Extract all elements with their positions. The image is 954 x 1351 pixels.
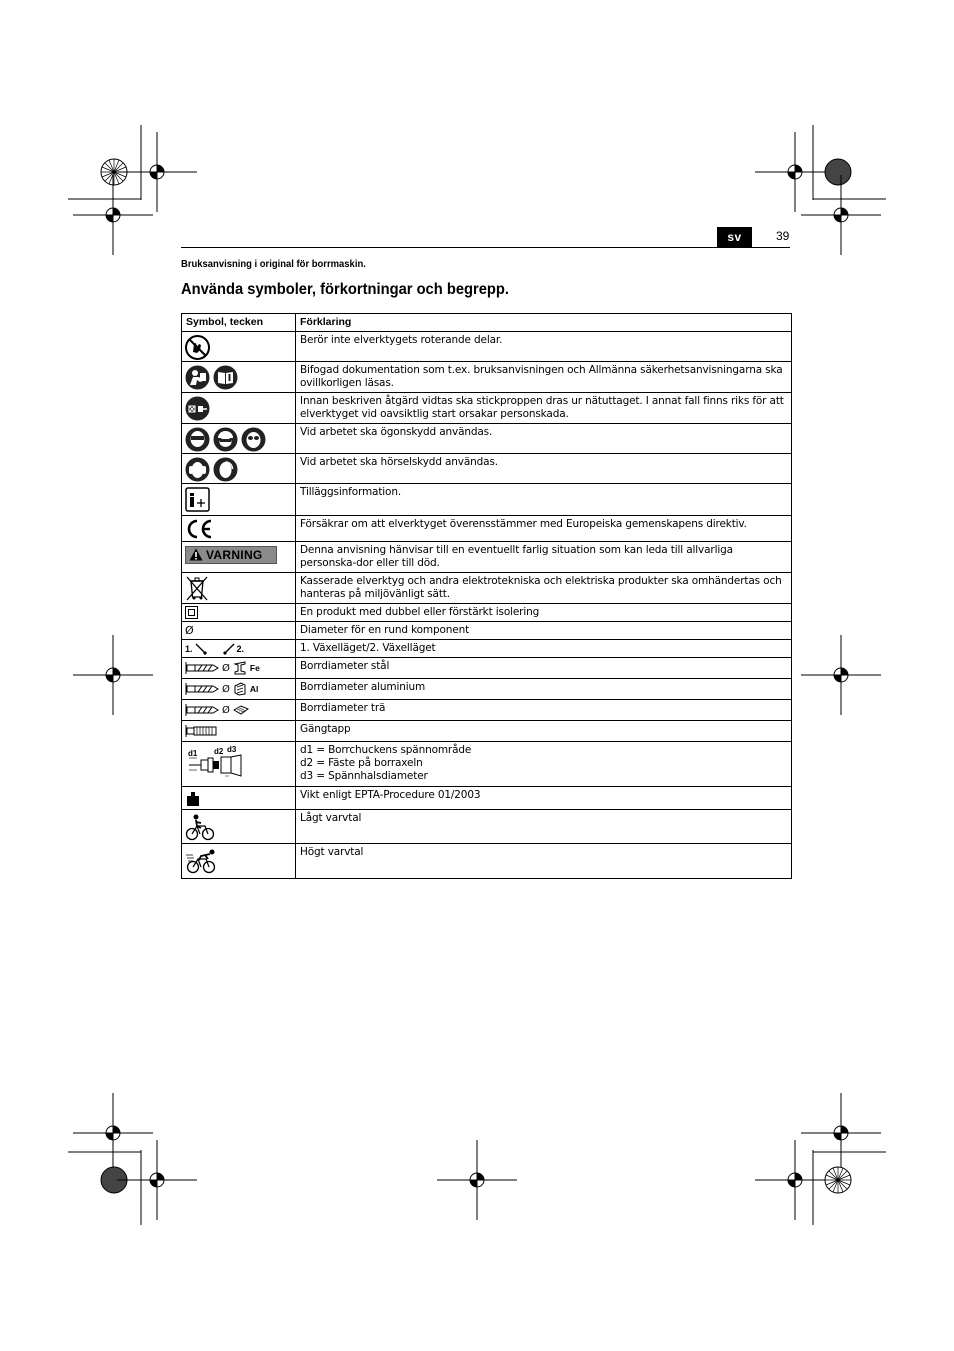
explanation-line-d3: d3 = Spännhalsdiameter bbox=[300, 770, 428, 782]
gear-position-2-label: 2. bbox=[236, 643, 245, 654]
warning-label: VARNING bbox=[206, 547, 263, 562]
diameter-symbol: Ø bbox=[222, 683, 230, 695]
row-explanation: Bifogad dokumentation som t.ex. bruksanvisningen och Allmänna säkerhetsanvisningarna ska ovillkorligen läsas. bbox=[296, 362, 792, 393]
high-speed-icon bbox=[185, 847, 217, 875]
row-explanation: Gängtapp bbox=[296, 721, 792, 742]
dimension-label-d1: d1 bbox=[188, 749, 198, 758]
table-row bbox=[182, 454, 792, 484]
weight-icon bbox=[185, 791, 201, 807]
page-number: 39 bbox=[776, 229, 790, 243]
row-explanation: Innan beskriven åtgärd vidtas ska stickproppen dras ur nätuttaget. I annat fall finns riks för att elverktyget vid oavsiktlig start orsakar personskada. bbox=[296, 393, 792, 424]
wood-plank-icon bbox=[233, 703, 249, 717]
gear-lever-1-icon bbox=[195, 643, 207, 655]
material-label-fe: Fe bbox=[249, 663, 260, 673]
table-row bbox=[182, 542, 792, 573]
table-row bbox=[182, 742, 792, 787]
row-explanation: Denna anvisning hänvisar till en eventuellt farlig situation som kan leda till allvarliga personska-dor eller till död. bbox=[296, 542, 792, 573]
aluminium-profile-icon bbox=[233, 682, 247, 696]
table-row bbox=[182, 573, 792, 604]
table-row bbox=[182, 787, 792, 810]
explanation-line-d1: d1 = Borrchuckens spännområde bbox=[300, 744, 472, 756]
explanation-line-d2: d2 = Fäste på borraxeln bbox=[300, 757, 423, 769]
row-explanation: Försäkrar om att elverktyget överensstämmer med Europeiska gemenskapens direktiv. bbox=[296, 516, 792, 542]
ear-muffs-icon bbox=[185, 457, 210, 482]
no-touch-rotating-icon bbox=[185, 335, 210, 360]
table-row bbox=[182, 393, 792, 424]
table-header-row bbox=[182, 314, 792, 332]
ear-protection-icon bbox=[213, 457, 238, 482]
table-row bbox=[182, 679, 792, 700]
symbols-table bbox=[181, 313, 792, 879]
column-header-explanation: Förklaring bbox=[296, 314, 792, 332]
steel-beam-icon bbox=[233, 661, 247, 675]
header-rule bbox=[181, 247, 790, 248]
low-speed-icon bbox=[185, 813, 215, 841]
gear-lever-2-icon bbox=[223, 643, 235, 655]
document-subtitle: Bruksanvisning i original för borrmaskin. bbox=[181, 258, 366, 270]
row-explanation: Tilläggsinformation. bbox=[296, 484, 792, 516]
column-header-symbol: Symbol, tecken bbox=[182, 314, 296, 332]
eye-protection-icon bbox=[241, 427, 266, 452]
row-explanation: Vid arbetet ska hörselskydd användas. bbox=[296, 454, 792, 484]
row-explanation: Borrdiameter stål bbox=[296, 658, 792, 679]
ce-mark-icon bbox=[185, 519, 213, 539]
info-icon bbox=[185, 487, 210, 512]
unplug-icon bbox=[185, 396, 210, 421]
table-row bbox=[182, 484, 792, 516]
row-explanation: Högt varvtal bbox=[296, 844, 792, 879]
gear-position-1-label: 1. bbox=[185, 643, 193, 654]
face-shield-icon bbox=[185, 427, 210, 452]
row-explanation: Kasserade elverktyg och andra elektrotekniska och elektriska produkter ska omhändertas och hanteras på miljövänligt sätt. bbox=[296, 573, 792, 604]
row-explanation: En produkt med dubbel eller förstärkt isolering bbox=[296, 604, 792, 622]
chuck-dimensions-icon bbox=[185, 746, 249, 782]
warning-icon bbox=[185, 546, 277, 564]
weee-bin-icon bbox=[185, 575, 209, 601]
row-explanation: Diameter för en rund komponent bbox=[296, 622, 792, 640]
manual-book-icon bbox=[213, 365, 238, 390]
helmet-visor-icon bbox=[213, 427, 238, 452]
material-label-al: Al bbox=[249, 684, 259, 694]
double-insulation-icon bbox=[185, 606, 198, 619]
row-explanation bbox=[296, 742, 792, 787]
table-row bbox=[182, 810, 792, 844]
diameter-symbol: Ø bbox=[222, 662, 230, 674]
row-explanation: Vid arbetet ska ögonskydd användas. bbox=[296, 424, 792, 454]
table-row bbox=[182, 700, 792, 721]
table-row bbox=[182, 332, 792, 362]
table-row bbox=[182, 424, 792, 454]
diameter-icon: Ø bbox=[185, 624, 194, 637]
page-title: Använda symboler, förkortningar och begrepp. bbox=[181, 281, 509, 298]
table-row bbox=[182, 362, 792, 393]
dimension-label-d3: d3 bbox=[227, 746, 237, 754]
drill-bit-icon bbox=[185, 703, 219, 717]
dimension-label-d2: d2 bbox=[214, 747, 224, 756]
table-row bbox=[182, 516, 792, 542]
warning-triangle-icon bbox=[189, 548, 203, 561]
diameter-symbol: Ø bbox=[222, 704, 230, 716]
row-explanation: Vikt enligt EPTA-Procedure 01/2003 bbox=[296, 787, 792, 810]
read-manual-icon bbox=[185, 365, 210, 390]
table-row bbox=[182, 640, 792, 658]
language-tag: sv bbox=[717, 227, 752, 247]
table-row bbox=[182, 721, 792, 742]
row-explanation: Lågt varvtal bbox=[296, 810, 792, 844]
table-row bbox=[182, 604, 792, 622]
drill-bit-icon bbox=[185, 661, 219, 675]
row-explanation: Borrdiameter aluminium bbox=[296, 679, 792, 700]
tap-icon bbox=[185, 724, 219, 738]
row-explanation: 1. Växelläget/2. Växelläget bbox=[296, 640, 792, 658]
row-explanation: Berör inte elverktygets roterande delar. bbox=[296, 332, 792, 362]
table-row bbox=[182, 844, 792, 879]
drill-bit-icon bbox=[185, 682, 219, 696]
table-row bbox=[182, 622, 792, 640]
table-row bbox=[182, 658, 792, 679]
row-explanation: Borrdiameter trä bbox=[296, 700, 792, 721]
